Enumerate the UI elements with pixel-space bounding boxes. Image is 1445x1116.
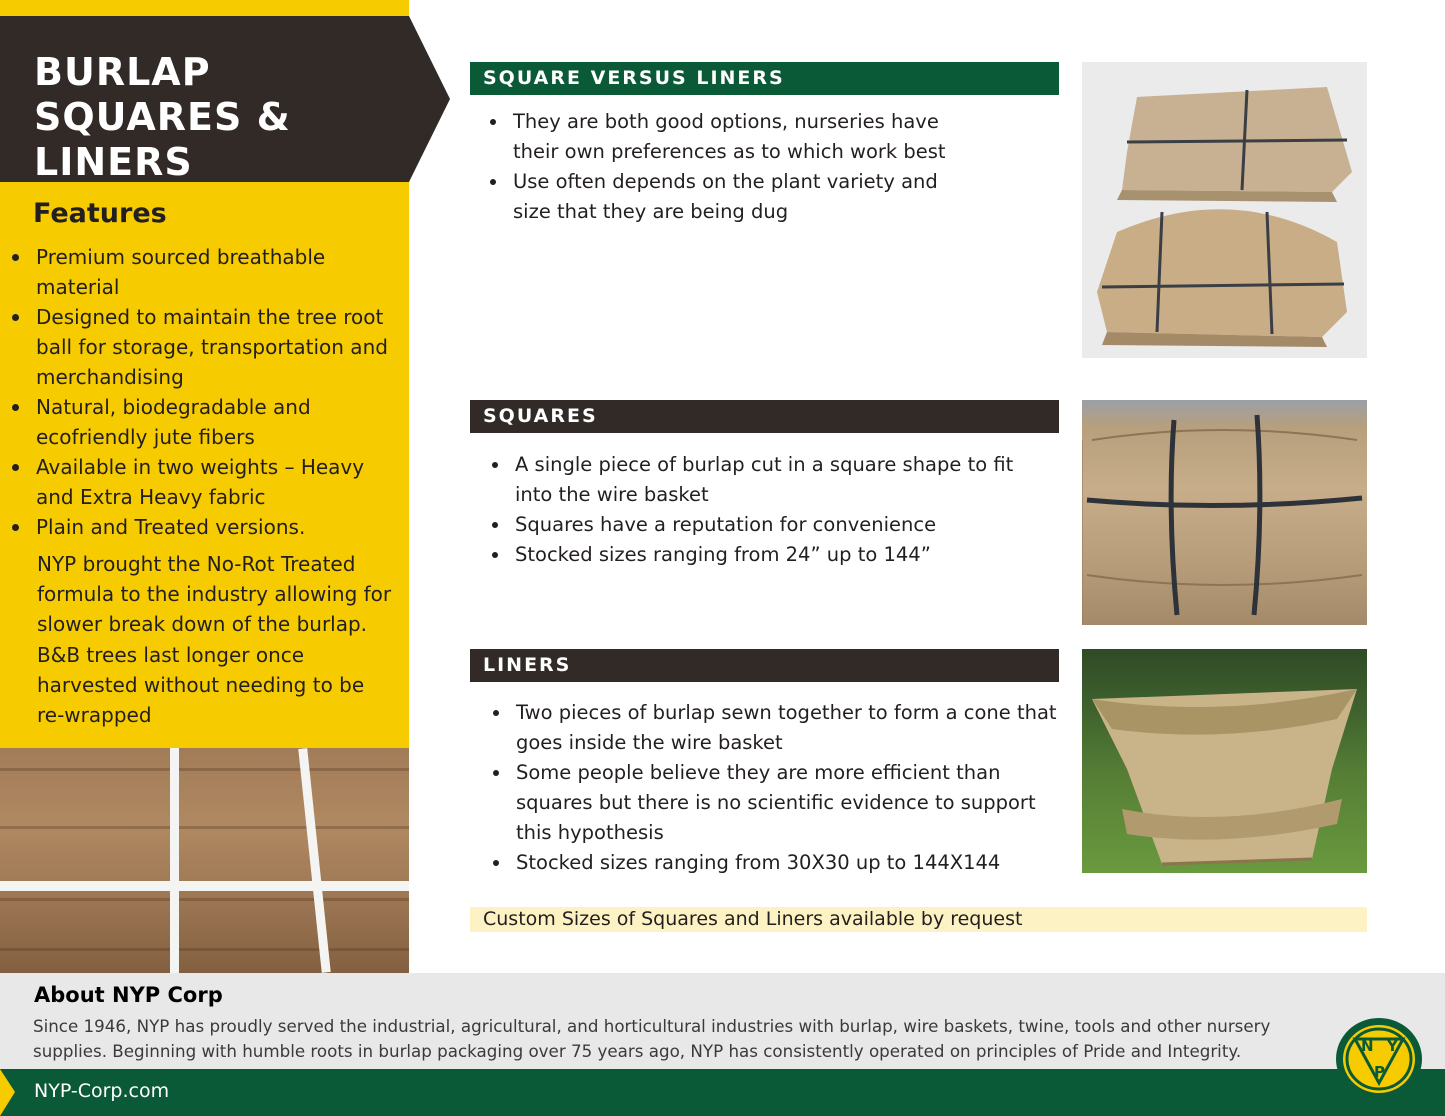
squares-bale-illustration [1082, 400, 1367, 625]
section-header-square-versus-liners: SQUARE VERSUS LINERS [470, 62, 1059, 95]
logo-letter-p: P [1374, 1063, 1385, 1081]
list-item: Some people believe they are more efficient than squares but there is no scientific evidence to support this hypothesis [490, 758, 1060, 848]
burlap-fold [0, 948, 409, 951]
feature-item: Available in two weights – Heavy and Extra Heavy fabric [10, 452, 400, 512]
footer-arrow-icon [0, 1069, 15, 1116]
features-note: NYP brought the No-Rot Treated formula to the industry allowing for slower break down of the burlap. B&B trees last longer once harvested without needing to be re-wrapped [37, 552, 392, 728]
list-item: Use often depends on the plant variety and size that they are being dug [487, 167, 957, 227]
about-title: About NYP Corp [34, 983, 223, 1007]
bullet-dot-icon [492, 522, 498, 528]
footer-bar [0, 1069, 1445, 1116]
section-header-liners: LINERS [470, 649, 1059, 682]
bullet-dot-icon [492, 552, 498, 558]
bullet-dot-icon [12, 254, 19, 261]
square-versus-liners-list [487, 107, 957, 227]
feature-item: Designed to maintain the tree root ball for storage, transportation and merchandising [10, 302, 400, 392]
stacked-burlap-photo [1082, 62, 1367, 358]
list-item: Squares have a reputation for convenience [489, 510, 1054, 540]
list-item: Stocked sizes ranging from 24” up to 144” [489, 540, 1054, 570]
page-title: BURLAP SQUARES & LINERS [34, 50, 291, 184]
about-text: Since 1946, NYP has proudly served the industrial, agricultural, and horticultural industries with burlap, wire baskets, twine, tools and other nursery supplies. Beginning with humble roots in burlap packaging over 75 years ago, NYP has consistently operated on principles of Pride and Integrity. [33, 1016, 1271, 1061]
logo-letter-n: N [1361, 1037, 1374, 1055]
bullet-dot-icon [12, 404, 19, 411]
burlap-fold [0, 768, 409, 771]
title-banner [0, 16, 450, 182]
feature-item: Premium sourced breathable material [10, 242, 400, 302]
bullet-dot-icon [12, 464, 19, 471]
stacked-burlap-illustration [1082, 62, 1367, 358]
strap-band [298, 748, 330, 973]
list-item: Two pieces of burlap sewn together to form a cone that goes inside the wire basket [490, 698, 1060, 758]
bullet-dot-icon [12, 524, 19, 531]
strap-band [0, 881, 409, 891]
features-list [10, 242, 400, 542]
burlap-fold [0, 898, 409, 901]
squares-list [489, 450, 1054, 570]
list-item: They are both good options, nurseries have their own preferences as to which work best [487, 107, 957, 167]
liners-list [490, 698, 1060, 878]
bullet-dot-icon [493, 770, 499, 776]
bullet-dot-icon [490, 119, 496, 125]
website-link[interactable]: NYP-Corp.com [34, 1080, 170, 1102]
list-item: A single piece of burlap cut in a square shape to fit into the wire basket [489, 450, 1054, 510]
feature-item: Plain and Treated versions. [10, 512, 400, 542]
custom-sizes-callout: Custom Sizes of Squares and Liners available by request [470, 907, 1367, 932]
strap-band [170, 748, 179, 973]
liner-illustration [1082, 649, 1367, 873]
bullet-dot-icon [493, 710, 499, 716]
burlap-squares-bale-photo [1082, 400, 1367, 625]
bullet-dot-icon [493, 860, 499, 866]
features-heading: Features [33, 198, 167, 229]
list-item: Stocked sizes ranging from 30X30 up to 144X144 [490, 848, 1060, 878]
bullet-dot-icon [12, 314, 19, 321]
logo-letter-y: Y [1387, 1037, 1398, 1055]
burlap-liner-photo [1082, 649, 1367, 873]
feature-item: Natural, biodegradable and ecofriendly jute fibers [10, 392, 400, 452]
bullet-dot-icon [492, 462, 498, 468]
burlap-fold [0, 826, 409, 829]
bullet-dot-icon [490, 179, 496, 185]
section-header-squares: SQUARES [470, 400, 1059, 433]
nyp-logo [1335, 1017, 1423, 1101]
burlap-roll-photo [0, 748, 409, 973]
